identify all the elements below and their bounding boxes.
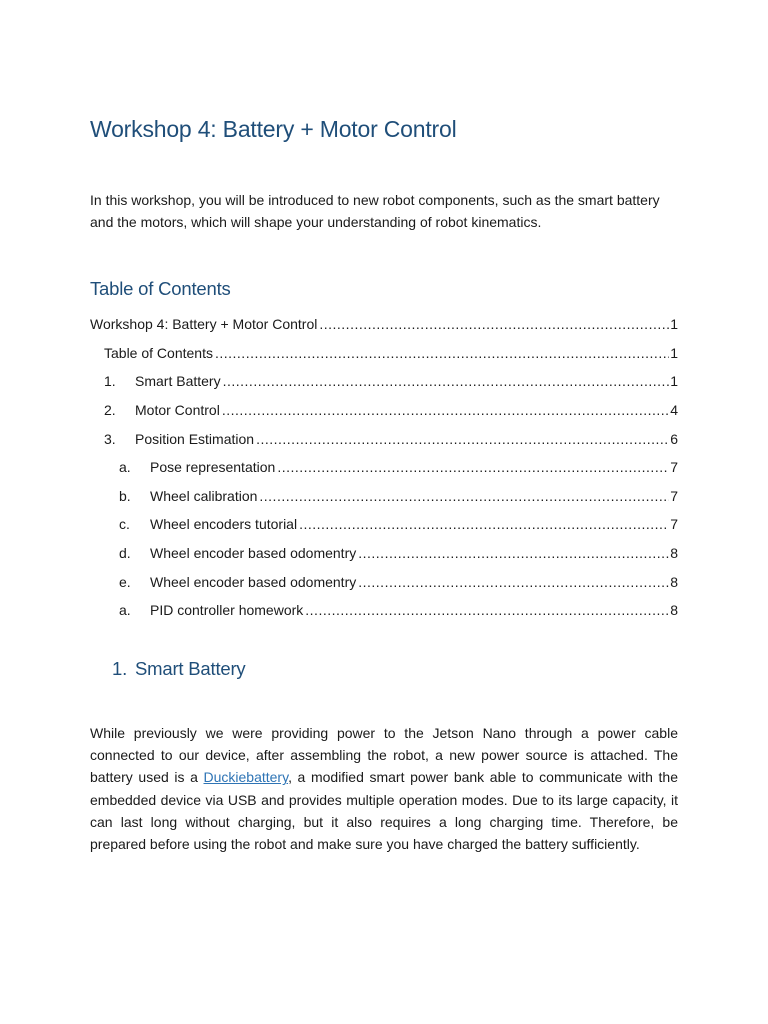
toc-dot-leader bbox=[256, 431, 669, 447]
toc-entry-label: Pose representation bbox=[150, 459, 276, 476]
toc-entry[interactable] bbox=[90, 510, 678, 539]
toc-entry[interactable] bbox=[90, 596, 678, 625]
toc-dot-leader bbox=[223, 373, 670, 389]
intro-paragraph: In this workshop, you will be introduced to new robot components, such as the smart battery and the motors, which will shape your understanding of robot kinematics. bbox=[90, 192, 660, 230]
toc-entry-page: 1 bbox=[670, 316, 678, 333]
toc-entry-page: 1 bbox=[670, 344, 678, 361]
toc-dot-leader bbox=[215, 345, 669, 361]
toc-dot-leader bbox=[319, 316, 669, 332]
toc-dot-leader bbox=[259, 488, 669, 504]
section-title: Smart Battery bbox=[135, 658, 246, 679]
smart-battery-paragraph bbox=[90, 722, 678, 855]
toc-entry[interactable] bbox=[90, 396, 678, 425]
paragraph-text: , a modified smart power bank able to communicate with the embedded device via USB and provides multiple operation modes. Due to its large capacity, it can last long without charging, but it also requires a long charging time. Therefore, be prepared before using the robot and make sure you have charged the battery sufficiently. bbox=[90, 769, 678, 853]
toc-entry-page: 4 bbox=[670, 402, 678, 419]
toc-entry-label: PID controller homework bbox=[150, 602, 304, 619]
toc-entry[interactable] bbox=[90, 339, 678, 368]
toc-dot-leader bbox=[305, 602, 669, 618]
toc-entry-label: Position Estimation bbox=[135, 430, 255, 447]
toc-dot-leader bbox=[222, 402, 669, 418]
toc-entry-number: 1. bbox=[104, 373, 116, 390]
toc-entry-page: 7 bbox=[670, 459, 678, 476]
toc-dot-leader bbox=[277, 459, 669, 475]
toc-entry[interactable] bbox=[90, 539, 678, 568]
toc-entry[interactable] bbox=[90, 482, 678, 511]
paragraph-text: While previously we were providing power to the Jetson Nano through a power cable connected to our device, after assembling the robot, a new power source is attached. The battery used is a bbox=[90, 725, 678, 786]
toc-entry-page: 8 bbox=[670, 573, 678, 590]
toc-entry-page: 8 bbox=[670, 545, 678, 562]
toc-entry-number: a. bbox=[119, 602, 131, 619]
toc-entry[interactable] bbox=[90, 567, 678, 596]
toc-dot-leader bbox=[358, 574, 669, 590]
toc-entry[interactable] bbox=[90, 367, 678, 396]
section-heading-smart-battery bbox=[112, 658, 246, 680]
toc-entry-page: 7 bbox=[670, 487, 678, 504]
toc-entry[interactable] bbox=[90, 424, 678, 453]
toc-entry-number: 3. bbox=[104, 430, 116, 447]
toc-entry-label: Table of Contents bbox=[104, 344, 213, 361]
duckiebattery-link[interactable]: Duckiebattery bbox=[203, 769, 289, 786]
document-title: Workshop 4: Battery + Motor Control bbox=[90, 116, 457, 142]
toc-entry-number: e. bbox=[119, 573, 131, 590]
toc-entry-label: Wheel encoder based odomentry bbox=[150, 573, 357, 590]
toc-entry-label: Wheel calibration bbox=[150, 487, 258, 504]
toc-entry-number: 2. bbox=[104, 402, 116, 419]
toc-entry-page: 1 bbox=[670, 373, 678, 390]
toc-entry-label: Smart Battery bbox=[135, 373, 221, 390]
toc-entry-page: 6 bbox=[670, 430, 678, 447]
toc-entry-number: b. bbox=[119, 487, 131, 504]
table-of-contents bbox=[90, 310, 678, 625]
toc-dot-leader bbox=[358, 545, 669, 561]
toc-entry-label: Wheel encoder based odomentry bbox=[150, 545, 357, 562]
toc-entry-label: Workshop 4: Battery + Motor Control bbox=[90, 316, 318, 333]
toc-entry[interactable] bbox=[90, 453, 678, 482]
toc-entry-page: 7 bbox=[670, 516, 678, 533]
toc-heading: Table of Contents bbox=[90, 278, 231, 299]
toc-dot-leader bbox=[299, 516, 669, 532]
toc-entry-number: d. bbox=[119, 545, 131, 562]
toc-entry[interactable] bbox=[90, 310, 678, 339]
section-number: 1. bbox=[112, 658, 128, 679]
toc-entry-label: Motor Control bbox=[135, 402, 220, 419]
toc-entry-number: c. bbox=[119, 516, 130, 533]
toc-entry-page: 8 bbox=[670, 602, 678, 619]
toc-entry-label: Wheel encoders tutorial bbox=[150, 516, 298, 533]
toc-entry-number: a. bbox=[119, 459, 131, 476]
